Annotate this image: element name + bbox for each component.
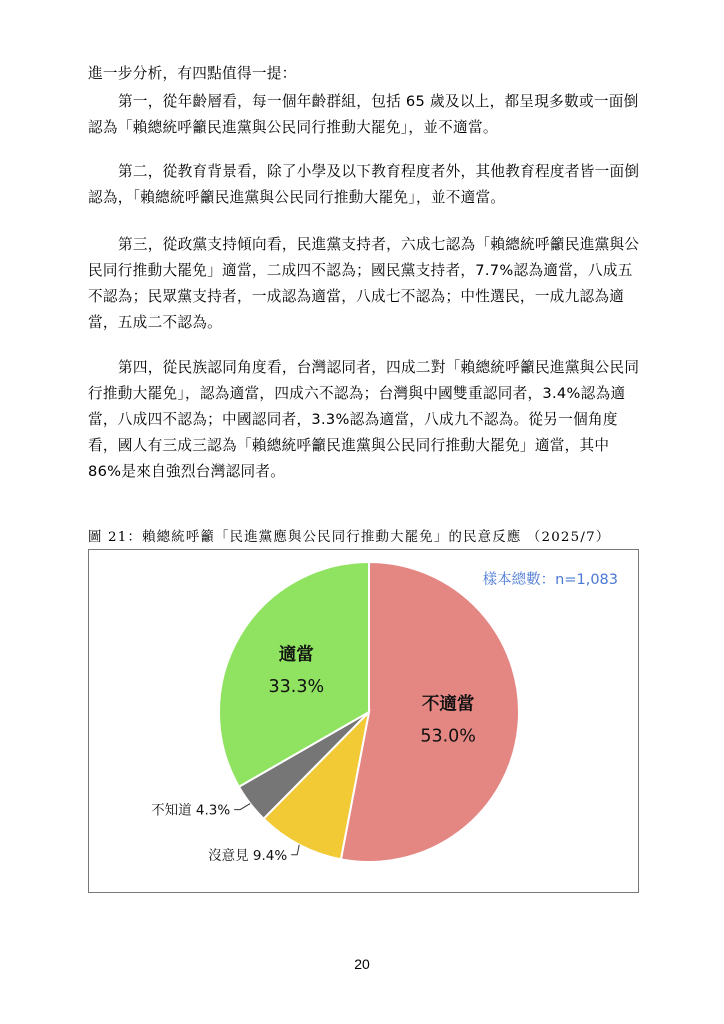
callout-line-2 bbox=[234, 804, 250, 810]
slice-percent-3: 33.3% bbox=[268, 676, 325, 697]
slice-percent-0: 53.0% bbox=[420, 726, 476, 747]
point-four-paragraph: 第四，從民族認同角度看，台灣認同者，四成二對「賴總統呼籲民進黨與公民同行推動大罷免」，認為適當，四成六不認為；台灣與中國雙重認同者，3.4%認為適當，八成四不認為；中國認同者，3.3%認為適當，八成九不認為。從另一個角度看，國人有三成三認為「賴總統呼籲民進黨與公民同行推動大罷免」適當，其中 86%是來自強烈台灣認同者。 bbox=[88, 359, 640, 480]
pie-chart-frame bbox=[88, 549, 639, 893]
slice-percent-1: 9.4% bbox=[252, 847, 288, 864]
pie-chart bbox=[89, 550, 638, 892]
point-three-paragraph: 第三，從政黨支持傾向看，民進黨支持者，六成七認為「賴總統呼籲民進黨與公民同行推動大罷免」適當，二成四不認為；國民黨支持者，7.7%認為適當，八成五不認為；民眾黨支持者，一成認為適當，八成七不認為；中性選民，一成九認為適當，五成二不認為。 bbox=[88, 236, 640, 331]
sample-size-note: 樣本總數：n=1,083 bbox=[482, 572, 618, 588]
callout-line-1 bbox=[291, 845, 299, 855]
intro-paragraph: 進一步分析，有四點值得一提： bbox=[88, 65, 297, 82]
figure-caption: 圖 21：賴總統呼籲「民進黨應與公民同行推動大罷免」的民意反應 （2025/7） bbox=[88, 530, 611, 545]
point-two-paragraph: 第二，從教育背景看，除了小學及以下教育程度者外，其他教育程度者皆一面倒認為，「賴總統呼籲民進黨與公民同行推動大罷免」，並不適當。 bbox=[88, 163, 640, 206]
slice-label-3: 適當 bbox=[278, 644, 314, 665]
slice-callout-1 bbox=[208, 848, 287, 864]
slice-label-2: 不知道 bbox=[151, 802, 196, 819]
slice-percent-2: 4.3% bbox=[195, 802, 231, 819]
page-number: 20 bbox=[354, 956, 370, 972]
point-one-paragraph: 第一，從年齡層看，每一個年齡群組，包括 65 歲及以上，都呈現多數或一面倒認為「賴總統呼籲民進黨與公民同行推動大罷免」，並不適當。 bbox=[88, 93, 639, 136]
slice-callout-2 bbox=[151, 803, 230, 819]
slice-label-0: 不適當 bbox=[421, 694, 475, 715]
slice-label-1: 沒意見 bbox=[208, 847, 253, 864]
